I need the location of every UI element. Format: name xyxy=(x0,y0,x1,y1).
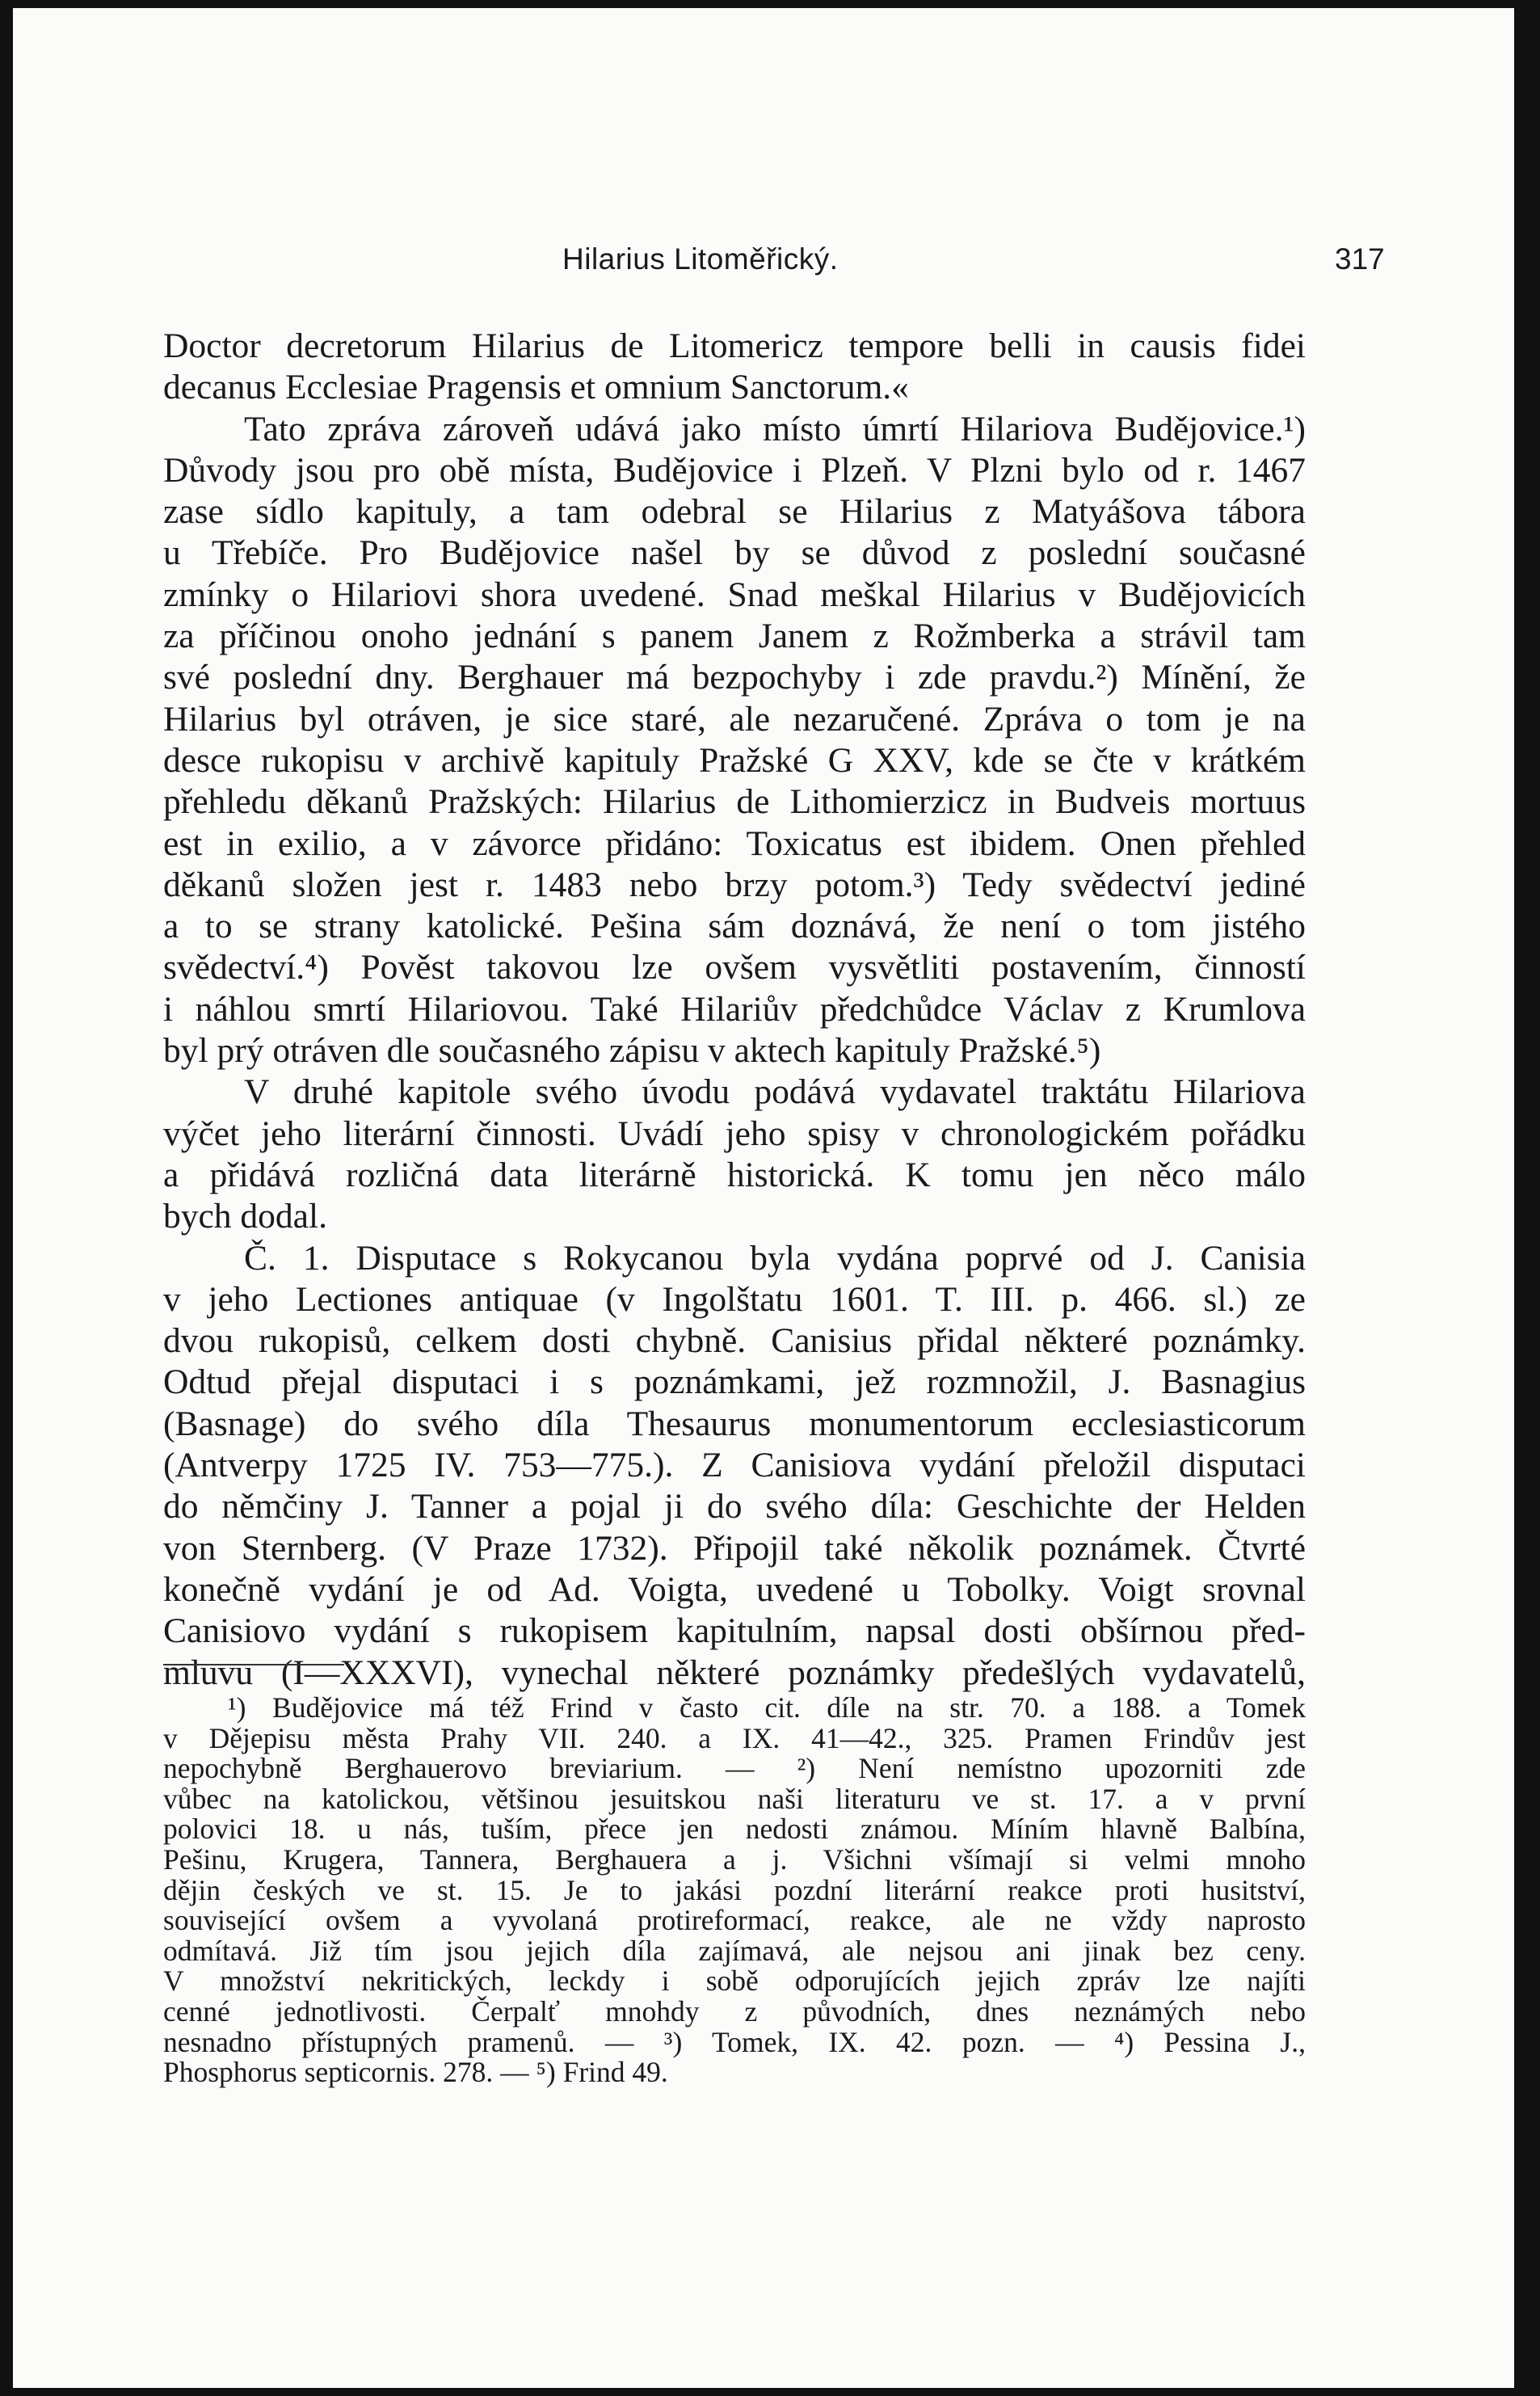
footnote-line: ¹) Budějovice má též Frind v často cit. díle na str. 70. a 188. a Tomek xyxy=(228,1691,1306,1724)
footnote-line: nesnadno přístupných pramenů. — ³) Tomek, IX. 42. pozn. — ⁴) Pessina J., xyxy=(163,2025,1306,2058)
footnotes xyxy=(163,1693,1306,2088)
footnote-line: související ovšem a vyvolaná protireformací, reakce, ale ne vždy naprosto xyxy=(163,1904,1306,1937)
text-line: výčet jeho literární činnosti. Uvádí jeho spisy v chronologickém pořádku xyxy=(163,1114,1306,1153)
book-page xyxy=(13,8,1514,2388)
footnote-line: vůbec na katolickou, většinou jesuitskou naši literaturu ve st. 17. a v první xyxy=(163,1782,1306,1815)
text-line: (Antverpy 1725 IV. 753—775.). Z Canisiova vydání přeložil disputaci xyxy=(163,1446,1306,1485)
page-header xyxy=(13,242,1514,291)
footnote-line: v Dějepisu města Prahy VII. 240. a IX. 41—42., 325. Pramen Frindův jest xyxy=(163,1721,1306,1754)
text-line: do němčiny J. Tanner a pojal ji do svého díla: Geschichte der Helden xyxy=(163,1487,1306,1526)
text-line: svědectví.⁴) Pověst takovou lze ovšem vysvětliti postavením, činností xyxy=(163,948,1306,987)
footnote-line: Phosphorus septicornis. 278. — ⁵) Frind 49. xyxy=(163,2056,668,2089)
footnote-line: nepochybně Berghauerovo breviarium. — ²) Není nemístno upozorniti zde xyxy=(163,1752,1306,1785)
text-line: est in exilio, a v závorce přidáno: Toxicatus est ibidem. Onen přehled xyxy=(163,823,1306,863)
text-line: mluvu (I—XXXVI), vynechal některé poznámky předešlých vydavatelů, xyxy=(163,1653,1306,1692)
text-line: von Sternberg. (V Praze 1732). Připojil také několik poznámek. Čtvrté xyxy=(163,1528,1306,1568)
page-number: 317 xyxy=(1335,242,1385,276)
text-line: Tato zpráva zároveň udává jako místo úmrtí Hilariova Budějovice.¹) xyxy=(244,409,1306,448)
footnote-line: cenné jednotlivosti. Čerpalť mnohdy z původních, dnes neznámých nebo xyxy=(163,1994,1306,2028)
text-line: Doctor decretorum Hilarius de Litomericz tempore belli in causis fidei xyxy=(163,326,1306,365)
text-line: dvou rukopisů, celkem dosti chybně. Canisius přidal některé poznámky. xyxy=(163,1321,1306,1361)
text-line: decanus Ecclesiae Pragensis et omnium Sanctorum.« xyxy=(163,368,909,407)
text-line: Odtud přejal disputaci i s poznámkami, jež rozmnožil, J. Basnagius xyxy=(163,1362,1306,1402)
text-line: V druhé kapitole svého úvodu podává vydavatel traktátu Hilariova xyxy=(244,1072,1306,1112)
footnote-line: polovici 18. u nás, tuším, přece jen nedosti známou. Míním hlavně Balbína, xyxy=(163,1813,1306,1846)
text-line: byl prý otráven dle současného zápisu v aktech kapituly Pražské.⁵) xyxy=(163,1031,1101,1071)
text-line: bych dodal. xyxy=(163,1197,327,1236)
text-line: a to se strany katolické. Pešina sám doznává, že není o tom jistého xyxy=(163,907,1306,946)
text-line: za příčinou onoho jednání s panem Janem z Rožmberka a strávil tam xyxy=(163,617,1306,656)
text-line: u Třebíče. Pro Budějovice našel by se důvod z poslední současné xyxy=(163,533,1306,573)
text-line: přehledu děkanů Pražských: Hilarius de Lithomierzicz in Budveis mortuus xyxy=(163,782,1306,822)
text-line: zase sídlo kapituly, a tam odebral se Hilarius z Matyášova tábora xyxy=(163,492,1306,532)
footnote-divider xyxy=(163,1664,344,1665)
text-line: zmínky o Hilariovi shora uvedené. Snad meškal Hilarius v Budějovicích xyxy=(163,575,1306,614)
footnote-line: V množství nekritických, leckdy i sobě odporujících jejich zpráv lze najíti xyxy=(163,1964,1306,1998)
text-line: děkanů složen jest r. 1483 nebo brzy potom.³) Tedy svědectví jediné xyxy=(163,865,1306,904)
text-line: Důvody jsou pro obě místa, Budějovice i Plzeň. V Plzni bylo od r. 1467 xyxy=(163,450,1306,490)
footnote-line: Pešinu, Krugera, Tannera, Berghauera a j. Všichni všímají si velmi mnoho xyxy=(163,1842,1306,1876)
text-line: Č. 1. Disputace s Rokycanou byla vydána poprvé od J. Canisia xyxy=(244,1238,1306,1278)
text-line: desce rukopisu v archivě kapituly Pražské G XXV, kde se čte v krátkém xyxy=(163,740,1306,780)
main-text xyxy=(163,326,1306,1694)
running-title: Hilarius Litoměřický. xyxy=(562,242,839,276)
footnote-line: dějin českých ve st. 15. Je to jakási pozdní literární reakce proti husitství, xyxy=(163,1873,1306,1906)
text-line: i náhlou smrtí Hilariovou. Také Hilariův předchůdce Václav z Krumlova xyxy=(163,989,1306,1029)
footnote-line: odmítavá. Již tím jsou jejich díla zajímavá, ale nejsou ani jinak bez ceny. xyxy=(163,1934,1306,1967)
text-line: konečně vydání je od Ad. Voigta, uvedené u Tobolky. Voigt srovnal xyxy=(163,1569,1306,1609)
text-line: (Basnage) do svého díla Thesaurus monumentorum ecclesiasticorum xyxy=(163,1404,1306,1443)
text-line: své poslední dny. Berghauer má bezpochyby i zde pravdu.²) Mínění, že xyxy=(163,658,1306,697)
text-line: a přidává rozličná data literárně historická. K tomu jen něco málo xyxy=(163,1155,1306,1194)
text-line: v jeho Lectiones antiquae (v Ingolštatu 1601. T. III. p. 466. sl.) ze xyxy=(163,1279,1306,1319)
text-line: Hilarius byl otráven, je sice staré, ale nezaručené. Zpráva o tom je na xyxy=(163,699,1306,739)
text-line: Canisiovo vydání s rukopisem kapitulním, napsal dosti obšírnou před- xyxy=(163,1611,1306,1651)
